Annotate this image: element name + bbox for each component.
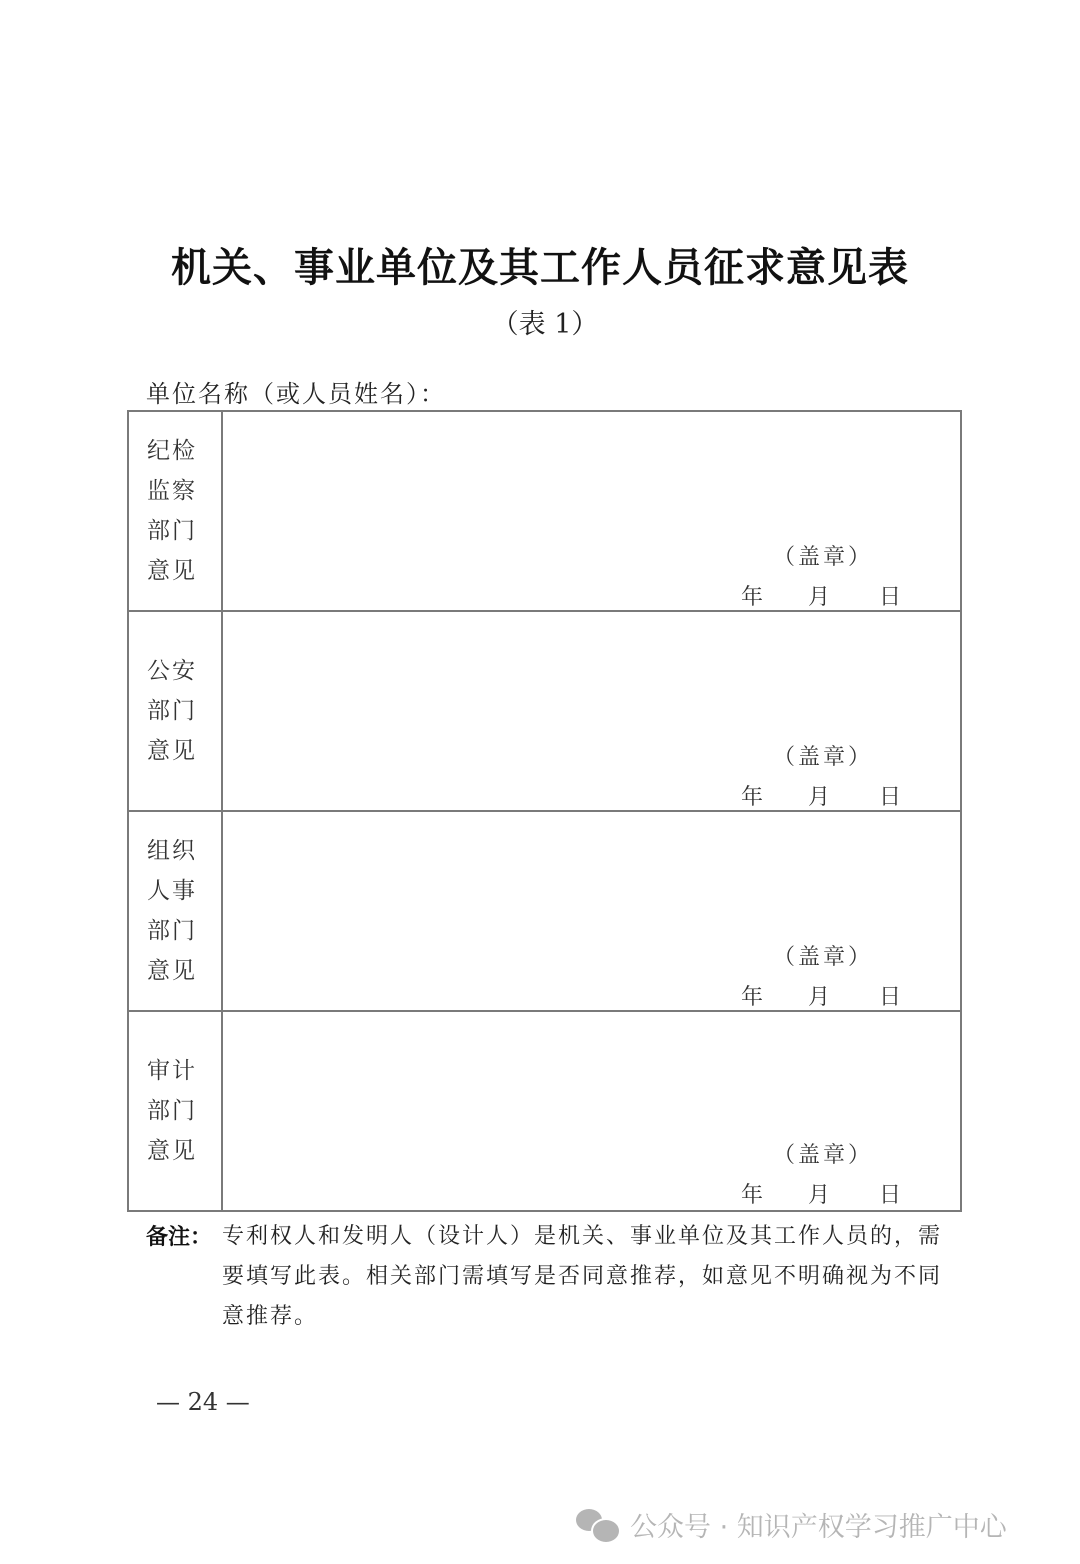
- year-label: 年: [741, 785, 764, 810]
- page-number: — 24 —: [156, 1388, 250, 1416]
- wechat-icon: [576, 1509, 620, 1541]
- day-label: 日: [879, 1183, 902, 1208]
- seal-label: （盖章）: [773, 945, 874, 970]
- month-label: 月: [808, 1183, 831, 1208]
- row-label: 审计部门意见: [147, 1058, 197, 1164]
- seal-label: （盖章）: [773, 1143, 874, 1168]
- table-row: [128, 1011, 961, 1211]
- table-row: [128, 611, 961, 811]
- opinion-field[interactable]: [222, 1011, 961, 1211]
- month-label: 月: [808, 985, 831, 1010]
- document-title: 机关、事业单位及其工作人员征求意见表: [171, 244, 909, 291]
- table-row: [128, 811, 961, 1011]
- date-line: [741, 780, 901, 811]
- year-label: 年: [741, 985, 764, 1010]
- month-label: 月: [808, 785, 831, 810]
- table-number: （表 1）: [491, 309, 599, 340]
- row-label: 公安部门意见: [147, 658, 197, 764]
- month-label: 月: [808, 585, 831, 610]
- date-line: [741, 1178, 901, 1209]
- row-label-cell: [128, 1011, 222, 1211]
- unit-name-label: 单位名称（或人员姓名）：: [146, 380, 446, 408]
- opinion-field[interactable]: [222, 611, 961, 811]
- remarks-label: 备注：: [146, 1224, 213, 1250]
- day-label: 日: [879, 985, 902, 1010]
- day-label: 日: [879, 585, 902, 610]
- table-row: [128, 411, 961, 611]
- row-label: 纪检监察部门意见: [147, 438, 197, 584]
- row-label: 组织人事部门意见: [147, 838, 197, 984]
- opinion-field[interactable]: [222, 811, 961, 1011]
- row-label-cell: [128, 411, 222, 611]
- row-label-cell: [128, 811, 222, 1011]
- seal-label: （盖章）: [773, 545, 874, 570]
- seal-label: （盖章）: [773, 745, 874, 770]
- remarks: [146, 1217, 966, 1329]
- row-label-cell: [128, 611, 222, 811]
- year-label: 年: [741, 1183, 764, 1208]
- date-line: [741, 980, 901, 1011]
- opinion-field[interactable]: [222, 411, 961, 611]
- date-line: [741, 580, 901, 611]
- watermark-footer: [576, 1505, 1007, 1544]
- account-name: 公众号 · 知识产权学习推广中心: [630, 1512, 1007, 1543]
- remarks-text: 专利权人和发明人（设计人）是机关、事业单位及其工作人员的，需要填写此表。相关部门需填写是否同意推荐，如意见不明确视为不同意推荐。: [222, 1224, 943, 1329]
- day-label: 日: [879, 785, 902, 810]
- year-label: 年: [741, 585, 764, 610]
- opinion-form-table: [127, 410, 962, 1212]
